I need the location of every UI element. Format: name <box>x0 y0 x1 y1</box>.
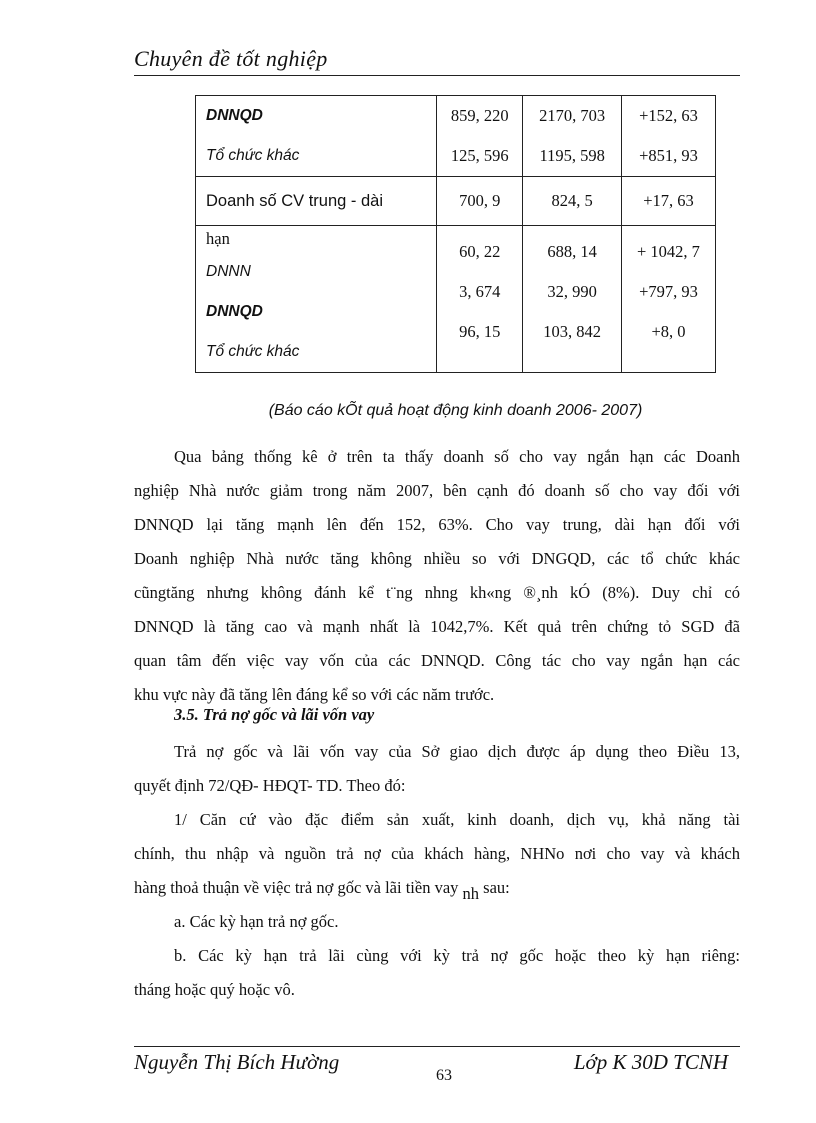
text-fragment-subscript: nh <box>462 884 480 903</box>
table-cell-value <box>437 96 523 177</box>
cell-value: + 1042, 7 <box>637 242 700 261</box>
text-line <box>134 871 740 905</box>
cell-value: 60, 22 <box>459 242 501 261</box>
table-cell-value <box>621 96 715 177</box>
cell-value: 96, 15 <box>459 322 501 341</box>
row-label: hạn <box>206 229 230 248</box>
paragraph-analysis <box>134 440 740 712</box>
text-line: Trả nợ gốc và lãi vốn vay của Sở giao dịch được áp dụng theo Điều 13, <box>174 742 740 761</box>
cell-value: 700, 9 <box>459 191 501 210</box>
cell-value: 824, 5 <box>551 191 593 210</box>
table-row <box>196 226 716 373</box>
row-label: DNNQD <box>206 107 263 124</box>
text-line: chính, thu nhập và nguồn trả nợ của khách hàng, NHNo nơi cho vay và khách <box>134 844 740 863</box>
text-line: DNNQD lại tăng mạnh lên đến 152, 63%. Cho vay trung, dài hạn đối với <box>134 515 740 534</box>
text-fragment: sau: <box>483 878 510 897</box>
text-line: khu vực này đã tăng lên đáng kể so với các năm trước. <box>134 685 495 704</box>
cell-value: 1195, 598 <box>539 146 605 165</box>
paragraph-repayment <box>134 735 740 803</box>
cell-value: 2170, 703 <box>539 106 606 125</box>
text-line: a. Các kỳ hạn trả nợ gốc. <box>174 912 339 931</box>
list-item-a <box>134 905 740 939</box>
text-line: tháng hoặc quý hoặc vô. <box>134 980 295 999</box>
section-heading: 3.5. Trả nợ gốc và lãi vốn vay <box>174 705 375 724</box>
table-caption: (Báo cáo kÕt quả hoạt động kinh doanh 2006- 2007) <box>268 402 643 419</box>
table-cell-value <box>523 177 622 226</box>
statistics-table <box>195 95 716 373</box>
page-number: 63 <box>436 1067 452 1084</box>
text-line: Qua bảng thống kê ở trên ta thấy doanh số cho vay ngắn hạn các Doanh <box>174 447 740 466</box>
cell-value: 125, 596 <box>450 146 509 165</box>
footer-class: Lớp K 30D TCNH <box>573 1050 728 1074</box>
cell-value: +17, 63 <box>643 191 694 210</box>
list-item-b <box>134 939 740 1007</box>
table-cell-value <box>437 177 523 226</box>
cell-value: 859, 220 <box>450 106 509 125</box>
table-cell-value <box>621 177 715 226</box>
table-cell-value <box>437 226 523 373</box>
paragraph-rule-1 <box>134 803 740 905</box>
text-fragment: hàng thoả thuận về việc trả nợ gốc và lãi tiền vay <box>134 878 459 897</box>
header-rule <box>134 75 740 76</box>
cell-value: +152, 63 <box>639 106 698 125</box>
table-row <box>196 96 716 177</box>
cell-value: +8, 0 <box>651 322 686 341</box>
table-cell-label <box>196 226 437 373</box>
table-cell-value <box>523 96 622 177</box>
table-row <box>196 177 716 226</box>
text-line: cũngtăng nhưng không đánh kể t¨ng nhng kh«ng ®¸nh kÓ (8%). Duy chỉ có <box>134 583 740 602</box>
row-label: DNNN <box>206 263 251 280</box>
cell-value: 103, 842 <box>543 322 602 341</box>
text-line: DNNQD là tăng cao và mạnh nhất là 1042,7%. Kết quả trên chứng tỏ SGD đã <box>134 617 740 636</box>
page-header-title: Chuyên đề tốt nghiệp <box>134 46 328 71</box>
text-line: quyết định 72/QĐ- HĐQT- TD. Theo đó: <box>134 776 406 795</box>
cell-value: 688, 14 <box>547 242 597 261</box>
cell-value: 32, 990 <box>547 282 597 301</box>
text-line: Doanh nghiệp Nhà nước tăng không nhiều so với DNGQD, các tổ chức khác <box>134 549 740 568</box>
footer-rule <box>134 1046 740 1047</box>
footer-author: Nguyễn Thị Bích Hường <box>134 1050 340 1074</box>
cell-value: +851, 93 <box>639 146 698 165</box>
cell-value: +797, 93 <box>639 282 698 301</box>
table-cell-label <box>196 96 437 177</box>
cell-value: 3, 674 <box>459 282 501 301</box>
row-label: Tổ chức khác <box>206 147 300 164</box>
text-line: nghiệp Nhà nước giảm trong năm 2007, bên cạnh đó doanh số cho vay đối với <box>134 481 740 500</box>
row-label: Tổ chức khác <box>206 343 300 360</box>
text-line: b. Các kỳ hạn trả lãi cùng với kỳ trả nợ gốc hoặc theo kỳ hạn riêng: <box>174 946 740 965</box>
table-cell-label <box>196 177 437 226</box>
row-label: Doanh số CV trung - dài <box>206 192 384 210</box>
row-label: DNNQD <box>206 303 263 320</box>
text-line: quan tâm đến việc vay vốn của các DNNQD. Công tác cho vay ngắn hạn các <box>134 651 740 670</box>
text-line: 1/ Căn cứ vào đặc điểm sản xuất, kinh doanh, dịch vụ, khả năng tài <box>174 810 740 829</box>
table-cell-value <box>621 226 715 373</box>
table-cell-value <box>523 226 622 373</box>
